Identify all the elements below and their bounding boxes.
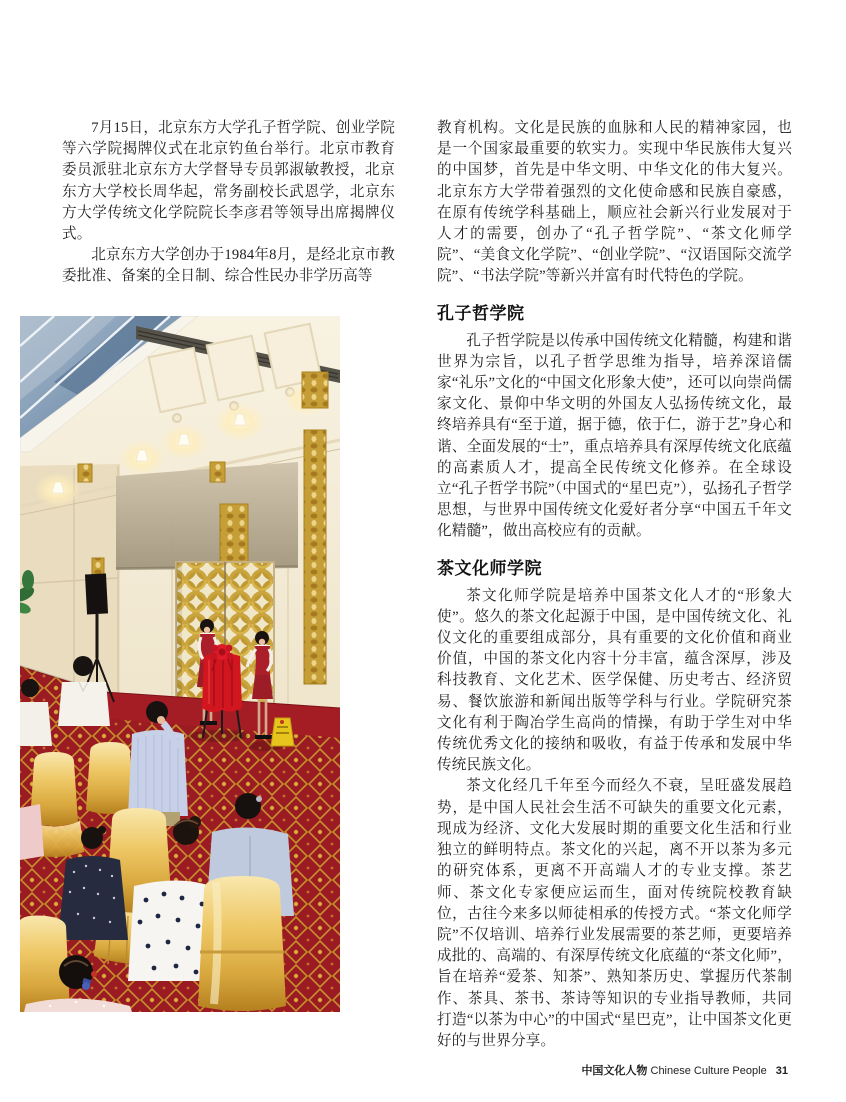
yellow-floor-sign [271, 718, 294, 746]
page-footer [581, 1062, 788, 1078]
footer-publication-en: Chinese Culture People [650, 1065, 767, 1077]
door-recess [116, 462, 298, 570]
footer-publication-cn: 中国文化人物 [581, 1065, 648, 1077]
gold-chair [86, 742, 134, 814]
paragraph: 孔子哲学院是以传承中国传统文化精髓，构建和谐世界为宗旨，以孔子哲学思维为指导，培养深谙儒家“礼乐”文化的“中国文化形象大使”，还可以向崇尚儒家文化、景仰中华文明的外国友人弘扬传统文化，最终培养具有“至于道，据于德，依于仁，游于艺”身心和谐、全面发展的“士”，重点培养具有深厚传统文化底蕴的高素质人才，提高全民传统文化修养。在全球设立“孔子哲学书院”（中国式的“星巴克”），弘扬孔子哲学思想，与世界中国传统文化爱好者分享“中国五千年文化精髓”，做出高校应有的贡献。 [437, 332, 792, 540]
right-column [437, 118, 792, 1052]
left-column [62, 118, 395, 288]
footer-page-number: 31 [775, 1065, 788, 1077]
paragraph: 北京东方大学创办于1984年8月，是经北京市教委批准、备案的全日制、综合性民办非学历高等 [62, 247, 395, 285]
paragraph: 茶文化经几千年至今而经久不衰，呈旺盛发展趋势，是中国人民社会生活不可缺失的重要文化元素，现成为经济、文化大发展时期的重要文化生活和行业独立的鲜明特点。茶文化的兴起，离不开以茶为多元的研究体系，更离不开高端人才的专业支撑。茶艺师、茶文化专家便应运而生，面对传统院校教育缺位，古往今来多以师徒相承的传授方式。“茶文化师学院”不仅培训、培养行业发展需要的茶艺师，更要培养成批的、高端的、有深厚传统文化底蕴的“茶文化师”，旨在培养“爱茶、知茶”、熟知茶历史、掌握历代茶制作、茶具、茶书、茶诗等知识的专业指导教师，共同打造“以茶为中心”的中国式“星巴克”，让中国茶文化更好的与世界分享。 [437, 778, 792, 1049]
paragraph: 茶文化师学院是培养中国茶文化人才的“形象大使”。悠久的茶文化起源于中国，是中国传统文化、礼仪文化的重要组成部分，具有重要的文化价值和商业价值，中国的茶文化内容十分丰富，蕴含深厚，涉及科技教育、文化艺术、医学保健、历史考古、经济贸易、餐饮旅游和新闻出版等学科与行业。学院研究茶文化有利于陶冶学生高尚的情操，有助于学生对中华传统优秀文化的接纳和吸收，有益于传承和发展中华传统民族文化。 [437, 587, 792, 774]
section-heading-tea: 茶文化师学院 [437, 558, 542, 578]
section-heading-confucius: 孔子哲学院 [437, 303, 525, 323]
event-photo [20, 316, 340, 1012]
paragraph: 教育机构。文化是民族的血脉和人民的精神家园，也是一个国家最重要的软实力。实现中华民族伟大复兴的中国梦，首先是中华文明、中华文化的伟大复兴。北京东方大学带着强烈的文化使命感和民族自豪感，在原有传统学科基础上，顺应社会新兴行业发展对于人才的需要，创办了“孔子哲学院”、“茶文化师学院”、“美食文化学院”、“创业学院”、“汉语国际交流学院”、“书法学院”等新兴并富有时代特色的学院。 [437, 120, 792, 285]
man-white-shirt [73, 656, 93, 676]
event-photo-canvas [20, 316, 340, 1012]
paragraph: 7月15日，北京东方大学孔子哲学院、创业学院等六学院揭牌仪式在北京钓鱼台举行。北京市教育委员派驻北京东方大学督导专员郭淑敏教授，北京东方大学校长周华起，常务副校长武恩学，北京东方大学传统文化学院院长李彦君等领导出席揭牌仪式。 [62, 120, 395, 243]
gold-chair-foreground [198, 876, 286, 1011]
